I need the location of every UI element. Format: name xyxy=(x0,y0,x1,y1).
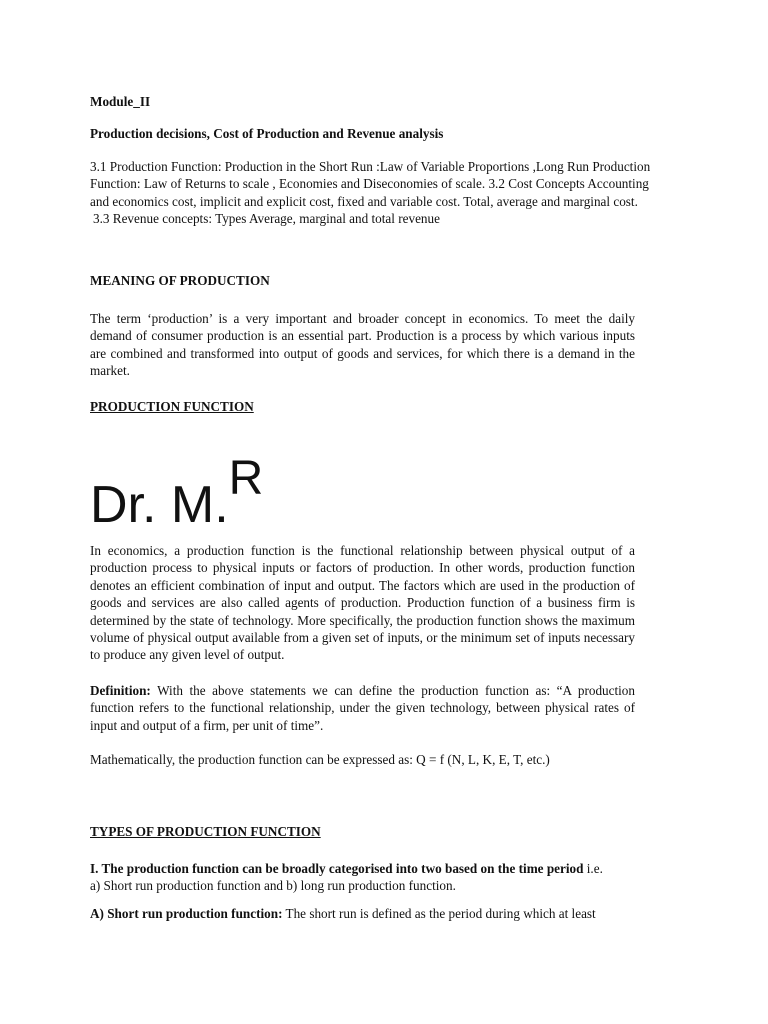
math-expression: Mathematically, the production function can be expressed as: Q = f (N, L, K, E, T, etc.) xyxy=(90,752,550,767)
watermark-main: Dr. M. xyxy=(90,476,229,534)
types-item-line2: a) Short run production function and b) long run production function. xyxy=(90,878,456,894)
syllabus-line: 3.1 Production Function: Production in the Short Run :Law of Variable Proportions ,Long Run Production xyxy=(90,159,651,174)
production-function-paragraph: In economics, a production function is the functional relationship between physical output of a production process to physical inputs or factors of production. In other words, production function denotes an efficient combination of input and output. The factors which are used in the production of goods and services are also called agents of production. Production function of a business firm is determined by the state of technology. More specifically, the production function shows the maximum volume of physical output available from a given set of inputs, or the minimum set of inputs necessary to produce any given level of output. xyxy=(90,543,635,663)
types-item-bold: I. The production function can be broadly categorised into two based on the time period xyxy=(90,861,584,876)
syllabus-block xyxy=(90,158,690,228)
production-function-heading: PRODUCTION FUNCTION xyxy=(90,399,254,414)
watermark-superscript: R xyxy=(228,452,264,505)
meaning-heading: MEANING OF PRODUCTION xyxy=(90,273,270,288)
short-run-paragraph xyxy=(90,905,650,922)
meaning-paragraph: The term ‘production’ is a very important and broader concept in economics. To meet the daily demand of consumer production is an essential part. Production is a process by which various inputs are combined and transformed into output of goods and services, for which there is a demand in the market. xyxy=(90,311,635,379)
definition-text: With the above statements we can define the production function as: “A production function refers to the functional relationship, under the given technology, between physical rates of input and output of a firm, per unit of time”. xyxy=(90,683,635,733)
short-run-text: The short run is defined as the period during which at least xyxy=(282,906,596,921)
module-label: Module_II xyxy=(90,94,151,109)
types-heading: TYPES OF PRODUCTION FUNCTION xyxy=(90,824,321,839)
types-item-line xyxy=(90,860,690,877)
types-item-rest: i.e. xyxy=(583,861,603,876)
syllabus-line: Function: Law of Returns to scale , Economies and Diseconomies of scale. 3.2 Cost Concepts Accounting xyxy=(90,176,649,192)
syllabus-line: and economics cost, implicit and explicit cost, fixed and variable cost. Total, average and marginal cost. xyxy=(90,193,638,209)
types-item xyxy=(90,860,690,895)
author-watermark xyxy=(90,452,264,542)
document-subtitle: Production decisions, Cost of Production and Revenue analysis xyxy=(90,126,444,141)
short-run-label: A) Short run production function: xyxy=(90,906,283,921)
syllabus-line: 3.3 Revenue concepts: Types Average, marginal and total revenue xyxy=(93,211,440,227)
definition-label: Definition: xyxy=(90,683,151,698)
definition-paragraph xyxy=(90,682,635,734)
